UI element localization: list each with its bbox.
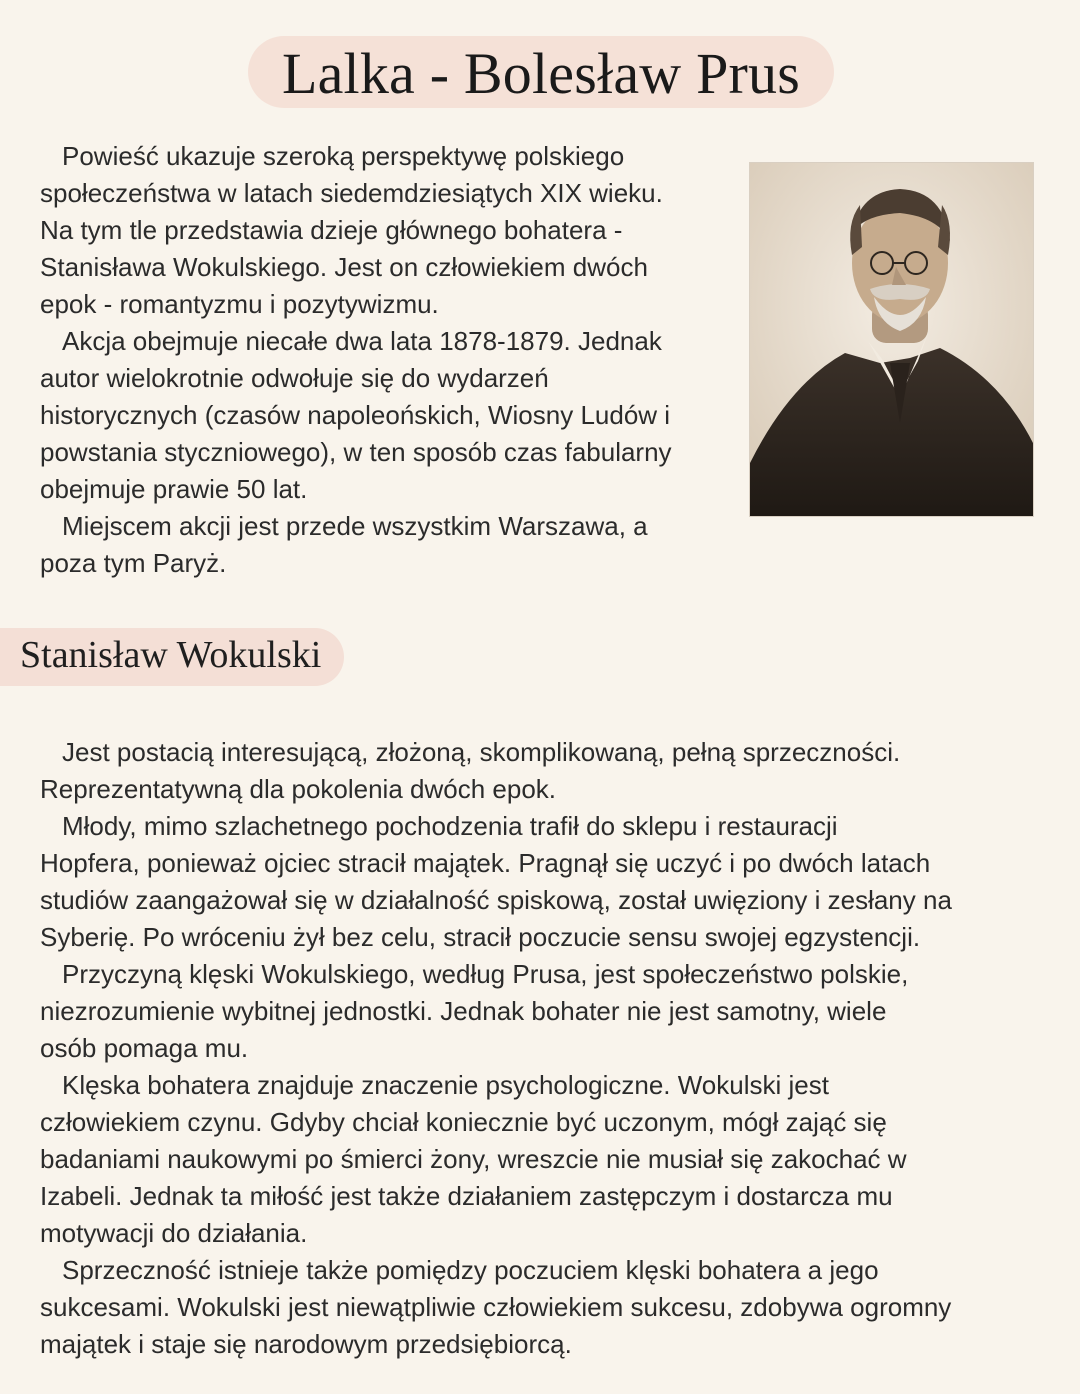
- intro-line: Akcja obejmuje niecałe dwa lata 1878-1879. Jednak: [62, 326, 662, 356]
- section-line: Młody, mimo szlachetnego pochodzenia trafił do sklepu i restauracji: [62, 811, 838, 841]
- author-portrait: [749, 162, 1034, 517]
- section-line: Hopfera, ponieważ ojciec stracił majątek. Pragnął się uczyć i po dwóch latach: [40, 848, 931, 878]
- page-title: Lalka - Bolesław Prus: [281, 41, 801, 106]
- section-line: sukcesami. Wokulski jest niewątpliwie człowiekiem sukcesu, zdobywa ogromny: [40, 1292, 952, 1322]
- intro-line: Na tym tle przedstawia dzieje głównego bohatera -: [40, 215, 623, 245]
- intro-line: powstania styczniowego), w ten sposób czas fabularny: [40, 437, 672, 467]
- intro-line: obejmuje prawie 50 lat.: [40, 474, 308, 504]
- intro-line: społeczeństwa w latach siedemdziesiątych XIX wieku.: [40, 178, 663, 208]
- section-line: Izabeli. Jednak ta miłość jest także działaniem zastępczym i dostarcza mu: [40, 1181, 893, 1211]
- section-title: Stanisław Wokulski: [20, 634, 322, 676]
- intro-line: historycznych (czasów napoleońskich, Wiosny Ludów i: [40, 400, 671, 430]
- section-line: studiów zaangażował się w działalność spiskową, został uwięziony i zesłany na: [40, 885, 952, 915]
- section-line: człowiekiem czynu. Gdyby chciał koniecznie być uczonym, mógł zająć się: [40, 1107, 887, 1137]
- intro-line: Stanisława Wokulskiego. Jest on człowiekiem dwóch: [40, 252, 648, 282]
- section-line: badaniami naukowymi po śmierci żony, wreszcie nie musiał się zakochać w: [40, 1144, 907, 1174]
- intro-line: autor wielokrotnie odwołuje się do wydarzeń: [40, 363, 549, 393]
- section-line: Syberię. Po wróceniu żył bez celu, stracił poczucie sensu swojej egzystencji.: [40, 922, 921, 952]
- title-block: [248, 32, 834, 112]
- intro-line: Miejscem akcji jest przede wszystkim Warszawa, a: [62, 511, 648, 541]
- section-line: majątek i staje się narodowym przedsiębiorcą.: [40, 1329, 572, 1359]
- section-line: motywacji do działania.: [40, 1218, 308, 1248]
- section-line: Klęska bohatera znajduje znaczenie psychologiczne. Wokulski jest: [62, 1070, 829, 1100]
- intro-line: epok - romantyzmu i pozytywizmu.: [40, 289, 439, 319]
- section-line: Jest postacią interesującą, złożoną, skomplikowaną, pełną sprzeczności.: [62, 737, 901, 767]
- intro-line: poza tym Paryż.: [40, 548, 227, 578]
- section-line: Sprzeczność istnieje także pomiędzy poczuciem klęski bohatera a jego: [62, 1255, 879, 1285]
- section-line: Przyczyną klęski Wokulskiego, według Prusa, jest społeczeństwo polskie,: [62, 959, 909, 989]
- section-paragraphs: [40, 734, 1040, 1363]
- section-line: Reprezentatywną dla pokolenia dwóch epok.: [40, 774, 557, 804]
- section-line: osób pomaga mu.: [40, 1033, 249, 1063]
- intro-paragraphs: [40, 138, 730, 582]
- intro-line: Powieść ukazuje szeroką perspektywę polskiego: [62, 141, 625, 171]
- section-line: niezrozumienie wybitnej jednostki. Jednak bohater nie jest samotny, wiele: [40, 996, 887, 1026]
- section-heading-block: [0, 624, 348, 688]
- portrait-photo-icon: [750, 163, 1033, 516]
